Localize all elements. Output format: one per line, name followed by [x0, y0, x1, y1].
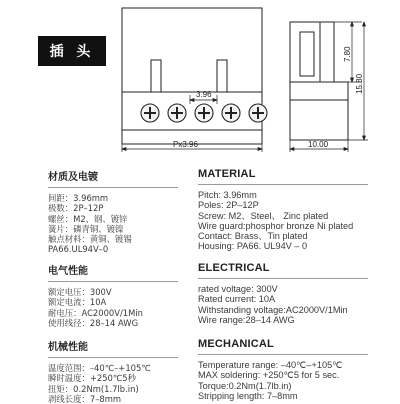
height-small-label: 7.80 [343, 46, 352, 62]
spec-line: 间距：3.96mm [48, 193, 109, 203]
screw-row [141, 104, 267, 122]
mechanical-divider-en [198, 354, 368, 355]
spec-line: Torque:0.2Nm(1.7lb.in) [198, 380, 292, 391]
spec-line: 额定电压：300V [48, 287, 112, 297]
spec-line: Poles: 2P–12P [198, 200, 259, 211]
screw-4 [222, 104, 240, 122]
pin-slot-right [217, 60, 227, 92]
electrical-lines-en [198, 284, 368, 325]
mechanical-heading-zh: 机械性能 [48, 342, 88, 353]
spec-line: 温度范围：–40℃–+105℃ [48, 363, 151, 373]
front-top-outline [122, 8, 262, 24]
technical-drawing [0, 0, 400, 180]
spec-line: Temperature range: –40℃–+105℃ [198, 360, 343, 370]
material-section-zh [48, 168, 178, 255]
side-top-step [320, 22, 334, 82]
width-label: Px3.96 [173, 140, 198, 149]
mechanical-section-zh [48, 338, 178, 404]
electrical-divider-zh [48, 281, 178, 282]
mechanical-divider-zh [48, 357, 178, 358]
spec-line: 极数：2P–12P [48, 203, 104, 214]
electrical-divider-en [198, 278, 368, 279]
side-opening [300, 32, 314, 76]
material-lines-zh [48, 193, 178, 255]
material-heading-zh: 材质及电镀 [48, 172, 98, 183]
spec-line: 螺丝：M2、钢、镀锌 [48, 213, 128, 224]
side-view [290, 22, 348, 140]
material-divider-zh [48, 187, 178, 188]
screw-5 [249, 104, 267, 122]
spec-line: 扭矩：0.2Nm(1.7lb.in) [48, 383, 139, 394]
spec-line: 使用线径：28–14 AWG [48, 317, 139, 328]
mechanical-heading-en: MECHANICAL [198, 338, 274, 350]
spec-line: Rated current: 10A [198, 294, 276, 305]
spec-line: MAX soldering: +250℃5 for 5 sec. [198, 370, 340, 381]
material-section-en [198, 168, 368, 252]
material-divider-en [198, 184, 368, 185]
spec-line: PA66.UL94V–0 [48, 244, 109, 255]
spec-line: Contact: Brass、Tin plated [198, 231, 308, 242]
material-lines-en [198, 190, 368, 252]
spec-line: rated voltage: 300V [198, 284, 278, 294]
side-top-block [290, 22, 320, 82]
screw-3 [195, 104, 213, 122]
mechanical-section-en [198, 338, 368, 401]
spec-line: 瞬时温度：+250℃5秒 [48, 373, 136, 384]
spec-line: 剥线长度：7–8mm [48, 393, 122, 404]
electrical-section-en [198, 262, 368, 325]
side-lower-body [290, 82, 348, 140]
electrical-heading-zh: 电气性能 [48, 266, 88, 277]
spec-line: Screw: M2、Steel、 Zinc plated [198, 210, 329, 221]
spec-line: 额定电流：10A [48, 297, 107, 308]
mechanical-lines-zh [48, 363, 178, 404]
spec-line: Housing: PA66. UL94V – 0 [198, 241, 308, 252]
material-heading-en: MATERIAL [198, 168, 256, 180]
pin-slot-left [151, 60, 161, 92]
spec-line: 簧片：磷青铜、镀镍 [48, 223, 124, 234]
spec-line: Wire guard:phosphor bronze Ni plated [198, 220, 354, 231]
spec-line: Withstanding voltage:AC2000V/1Min [198, 304, 348, 315]
screw-1 [141, 104, 159, 122]
screw-2 [168, 104, 186, 122]
spec-line: Stripping length: 7–8mm [198, 390, 298, 401]
pitch-label: 3.96 [196, 90, 212, 99]
spec-line: Pitch: 3.96mm [198, 190, 257, 200]
spec-line: Wire range:28–14 AWG [198, 314, 295, 325]
electrical-lines-zh [48, 287, 178, 328]
spec-line: 触点材料：黄铜、镀锡 [48, 234, 132, 245]
electrical-section-zh [48, 262, 178, 328]
product-type-badge: 插 头 [38, 36, 106, 66]
spec-line: 耐电压：AC2000V/1Min [48, 307, 143, 318]
front-view [122, 8, 262, 144]
mechanical-lines-en [198, 360, 368, 401]
depth-label: 10.00 [308, 140, 329, 149]
height-total-label: 15.80 [355, 73, 364, 94]
electrical-heading-en: ELECTRICAL [198, 262, 270, 274]
